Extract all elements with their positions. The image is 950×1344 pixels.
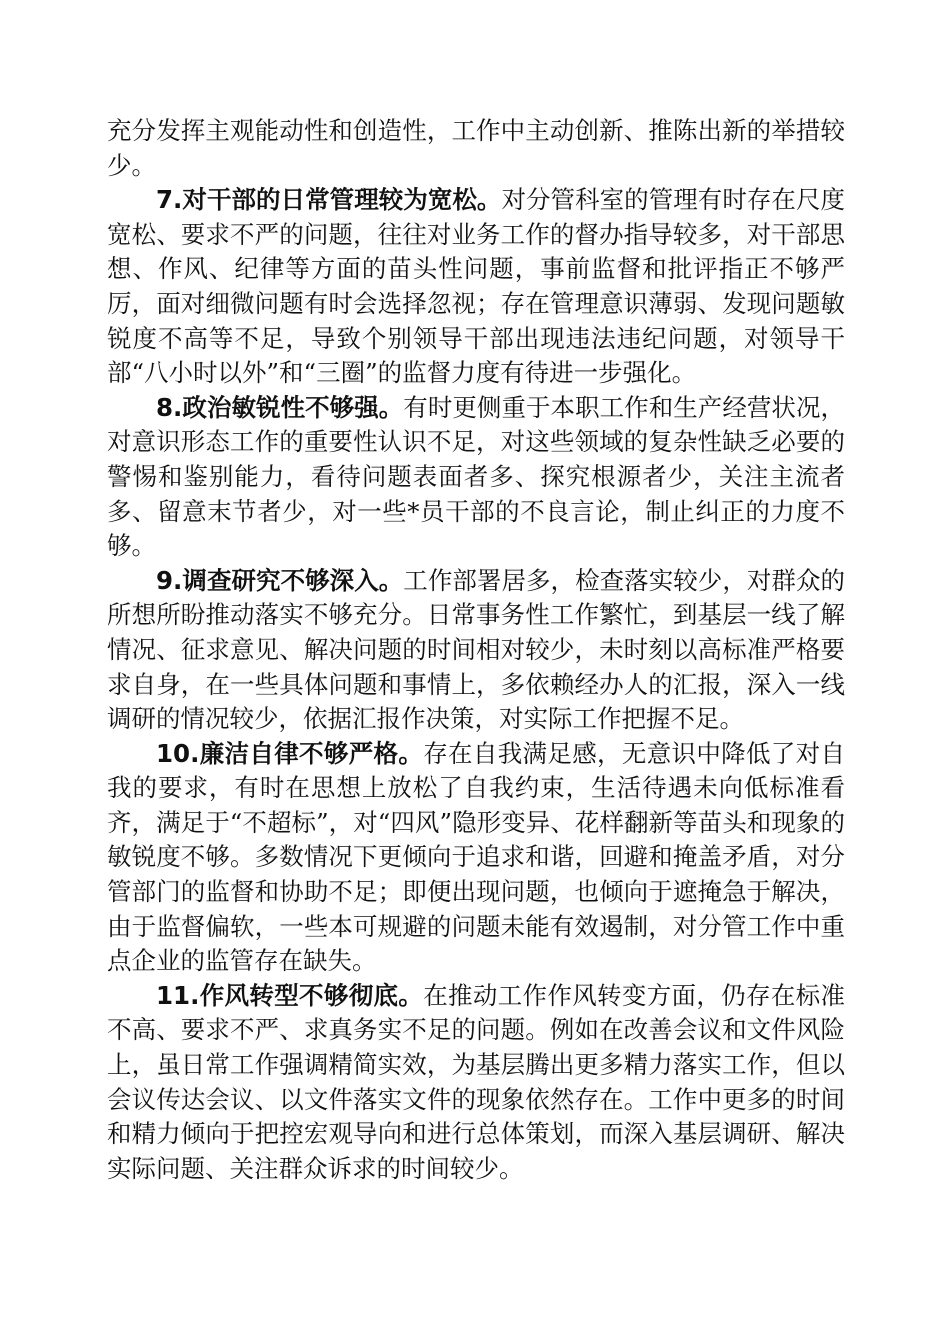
- paragraph-body: 充分发挥主观能动性和创造性，工作中主动创新、推陈出新的举措较少。: [107, 116, 845, 180]
- paragraph-heading: 11.作风转型不够彻底。: [156, 980, 424, 1010]
- paragraph-body: 有时更侧重于本职工作和生产经营状况，对意识形态工作的重要性认识不足，对这些领域的复杂性缺乏必要的警惕和鉴别能力，看待问题表面者多、探究根源者少，关注主流者多、留意末节者少，对一些*员干部的不良言论，制止纠正的力度不够。: [107, 392, 845, 561]
- paragraph-body: 工作部署居多，检查落实较少，对群众的所想所盼推动落实不够充分。日常事务性工作繁忙，到基层一线了解情况、征求意见、解决问题的时间相对较少，未时刻以高标准严格要求自身，在一些具体问题和事情上，多依赖经办人的汇报，深入一线调研的情况较少，依据汇报作决策，对实际工作把握不足。: [107, 565, 845, 734]
- document-page: [107, 114, 845, 1186]
- paragraph-heading: 8.政治敏锐性不够强。: [156, 392, 404, 422]
- paragraph-continuation: [107, 114, 845, 183]
- paragraph-heading: 9.调查研究不够深入。: [156, 565, 404, 595]
- paragraph-body: 对分管科室的管理有时存在尺度宽松、要求不严的问题，往往对业务工作的督办指导较多，对干部思想、作风、纪律等方面的苗头性问题，事前监督和批评指正不够严厉，面对细微问题有时会选择忽视；存在管理意识薄弱、发现问题敏锐度不高等不足，导致个别领导干部出现违法违纪问题，对领导干部“八小时以外”和“三圈”的监督力度有待进一步强化。: [107, 185, 846, 388]
- paragraph-body: 在推动工作作风转变方面，仍存在标准不高、要求不严、求真务实不足的问题。例如在改善会议和文件风险上，虽日常工作强调精简实效，为基层腾出更多精力落实工作，但以会议传达会议、以文件落实文件的现象依然存在。工作中更多的时间和精力倾向于把控宏观导向和进行总体策划，而深入基层调研、解决实际问题、关注群众诉求的时间较少。: [107, 980, 846, 1183]
- paragraph-item-7: [107, 183, 845, 391]
- paragraph-item-9: [107, 564, 845, 737]
- paragraph-body: 存在自我满足感，无意识中降低了对自我的要求，有时在思想上放松了自我约束，生活待遇未向低标准看齐，满足于“不超标”，对“四风”隐形变异、花样翻新等苗头和现象的敏锐度不够。多数情况下更倾向于追求和谐，回避和掩盖矛盾，对分管部门的监督和协助不足；即便出现问题，也倾向于遮掩急于解决，由于监督偏软，一些本可规避的问题未能有效遏制，对分管工作中重点企业的监管存在缺失。: [107, 738, 846, 976]
- paragraph-item-11: [107, 979, 845, 1187]
- paragraph-item-10: [107, 737, 845, 979]
- paragraph-heading: 7.对干部的日常管理较为宽松。: [156, 185, 502, 215]
- paragraph-item-8: [107, 391, 845, 564]
- paragraph-heading: 10.廉洁自律不够严格。: [156, 738, 424, 768]
